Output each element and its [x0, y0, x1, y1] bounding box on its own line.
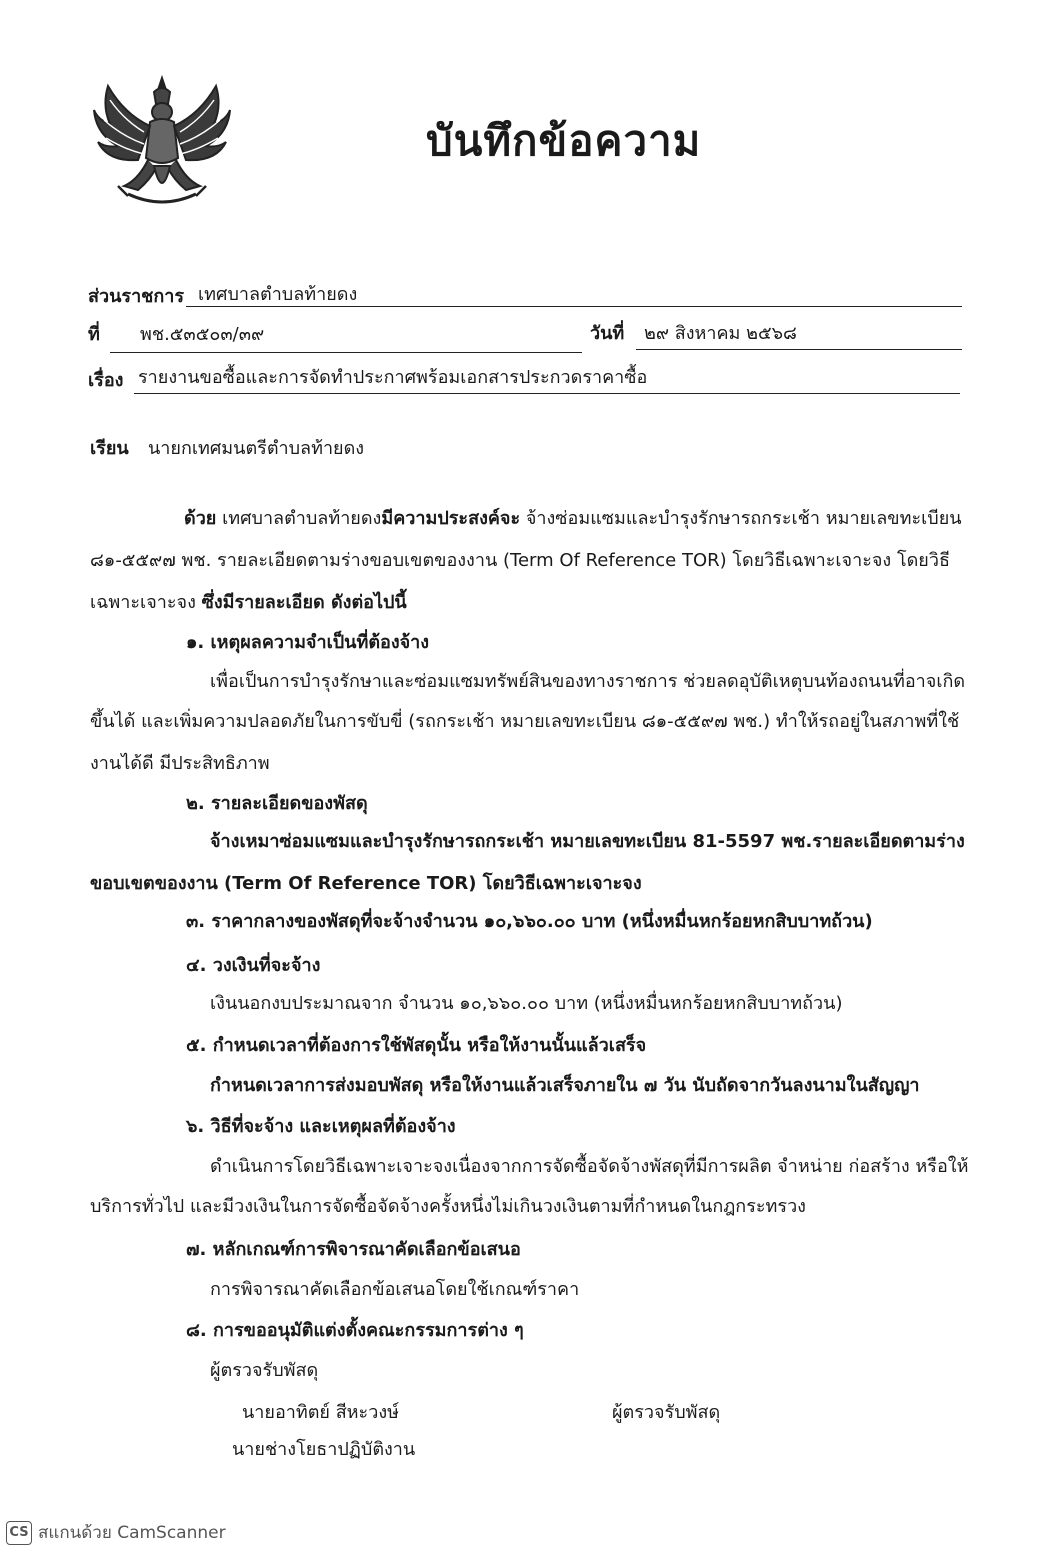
section-2-heading: ๒. รายละเอียดของพัสดุ — [186, 793, 368, 814]
date-value: ๒๙ สิงหาคม ๒๕๖๘ — [644, 323, 797, 344]
camscanner-logo-icon: CS — [6, 1521, 32, 1545]
committee-member-position: นายช่างโยธาปฏิบัติงาน — [232, 1439, 416, 1460]
ref-value: พช.๕๓๕๐๓/๓๙ — [140, 324, 265, 345]
section-7-heading: ๗. หลักเกณฑ์การพิจารณาคัดเลือกข้อเสนอ — [186, 1239, 521, 1260]
section-3-heading: ๓. ราคากลางของพัสดุที่จะจ้างจำนวน ๑๐,๖๖๐.๐๐ บาท (หนึ่งหมื่นหกร้อยหกสิบบาทถ้วน) — [186, 911, 873, 932]
section-1-heading: ๑. เหตุผลความจำเป็นที่ต้องจ้าง — [186, 632, 430, 653]
section-6-line-2: บริการทั่วไป และมีวงเงินในการจัดซื้อจัดจ้างครั้งหนึ่งไม่เกินวงเงินตามที่กำหนดในกฎกระทรวง — [90, 1196, 806, 1217]
section-2-line-1: จ้างเหมาซ่อมแซมและบำรุงรักษารถกระเช้า หมายเลขทะเบียน 81-5597 พช.รายละเอียดตามร่าง — [210, 831, 965, 852]
section-1-line-2: ขึ้นได้ และเพิ่มความปลอดภัยในการขับขี่ (รถกระเช้า หมายเลขทะเบียน ๘๑-๕๕๙๗ พช.) ทำให้รถอยู่ในสภาพที่ใช้ — [90, 711, 960, 732]
section-4-line-1: เงินนอกงบประมาณจาก จำนวน ๑๐,๖๖๐.๐๐ บาท (หนึ่งหมื่นหกร้อยหกสิบบาทถ้วน) — [210, 993, 843, 1014]
intro-line-3 — [90, 594, 407, 612]
to-label: เรียน — [90, 438, 129, 459]
dept-value: เทศบาลตำบลท้ายดง — [198, 284, 358, 305]
intro-org: เทศบาลตำบลท้ายดง — [222, 508, 382, 529]
section-6-line-1: ดำเนินการโดยวิธีเฉพาะเจาะจงเนื่องจากการจัดซื้อจัดจ้างพัสดุที่มีการผลิต จำหน่าย ก่อสร้าง หรือให้ — [210, 1156, 969, 1177]
section-1-line-3: งานได้ดี มีประสิทธิภาพ — [90, 753, 270, 774]
ref-label: ที่ — [88, 324, 100, 345]
memo-title: บันทึกข้อความ — [426, 116, 702, 165]
intro-line-1 — [184, 510, 962, 528]
subject-label: เรื่อง — [88, 370, 124, 391]
scanner-text: สแกนด้วย CamScanner — [38, 1523, 226, 1543]
section-7-line-1: การพิจารณาคัดเลือกข้อเสนอโดยใช้เกณฑ์ราคา — [210, 1279, 580, 1300]
ref-underline — [110, 352, 582, 353]
dept-underline — [186, 306, 962, 307]
section-8-heading: ๘. การขออนุมัติแต่งตั้งคณะกรรมการต่าง ๆ — [186, 1320, 524, 1341]
to-value: นายกเทศมนตรีตำบลท้ายดง — [148, 438, 365, 459]
dept-label: ส่วนราชการ — [88, 286, 185, 307]
garuda-emblem-icon — [88, 70, 236, 212]
committee-member-role: ผู้ตรวจรับพัสดุ — [612, 1402, 721, 1423]
date-underline — [636, 349, 962, 350]
intro-detail: ซึ่งมีรายละเอียด ดังต่อไปนี้ — [201, 592, 407, 613]
intro-intent: มีความประสงค์จะ — [381, 508, 521, 529]
intro-method: เฉพาะเจาะจง — [90, 592, 196, 613]
section-1-line-1: เพื่อเป็นการบำรุงรักษาและซ่อมแซมทรัพย์สินของทางราชการ ช่วยลดอุบัติเหตุบนท้องถนนที่อาจเกิด — [210, 671, 966, 692]
subject-value: รายงานขอซื้อและการจัดทำประกาศพร้อมเอกสารประกวดราคาซื้อ — [138, 367, 648, 388]
intro-task: จ้างซ่อมแซมและบำรุงรักษารถกระเช้า หมายเลขทะเบียน — [525, 508, 962, 529]
date-label: วันที่ — [590, 323, 625, 344]
committee-member-name: นายอาทิตย์ สีหะวงษ์ — [242, 1402, 399, 1423]
scanner-watermark — [6, 1519, 226, 1546]
intro-lead: ด้วย — [184, 508, 217, 529]
section-2-line-2: ขอบเขตของงาน (Term Of Reference TOR) โดยวิธีเฉพาะเจาะจง — [90, 873, 642, 894]
section-6-heading: ๖. วิธีที่จะจ้าง และเหตุผลที่ต้องจ้าง — [186, 1116, 456, 1137]
section-5-line-1: กำหนดเวลาการส่งมอบพัสดุ หรือให้งานแล้วเสร็จภายใน ๗ วัน นับถัดจากวันลงนามในสัญญา — [210, 1075, 920, 1096]
section-5-heading: ๕. กำหนดเวลาที่ต้องการใช้พัสดุนั้น หรือให้งานนั้นแล้วเสร็จ — [186, 1035, 647, 1056]
subject-underline — [134, 393, 960, 394]
intro-line-2: ๘๑-๕๕๙๗ พช. รายละเอียดตามร่างขอบเขตของงาน (Term Of Reference TOR) โดยวิธีเฉพาะเจาะจง โดยวิธี — [90, 550, 950, 571]
section-4-heading: ๔. วงเงินที่จะจ้าง — [186, 955, 321, 976]
section-8-line-1: ผู้ตรวจรับพัสดุ — [210, 1360, 319, 1381]
